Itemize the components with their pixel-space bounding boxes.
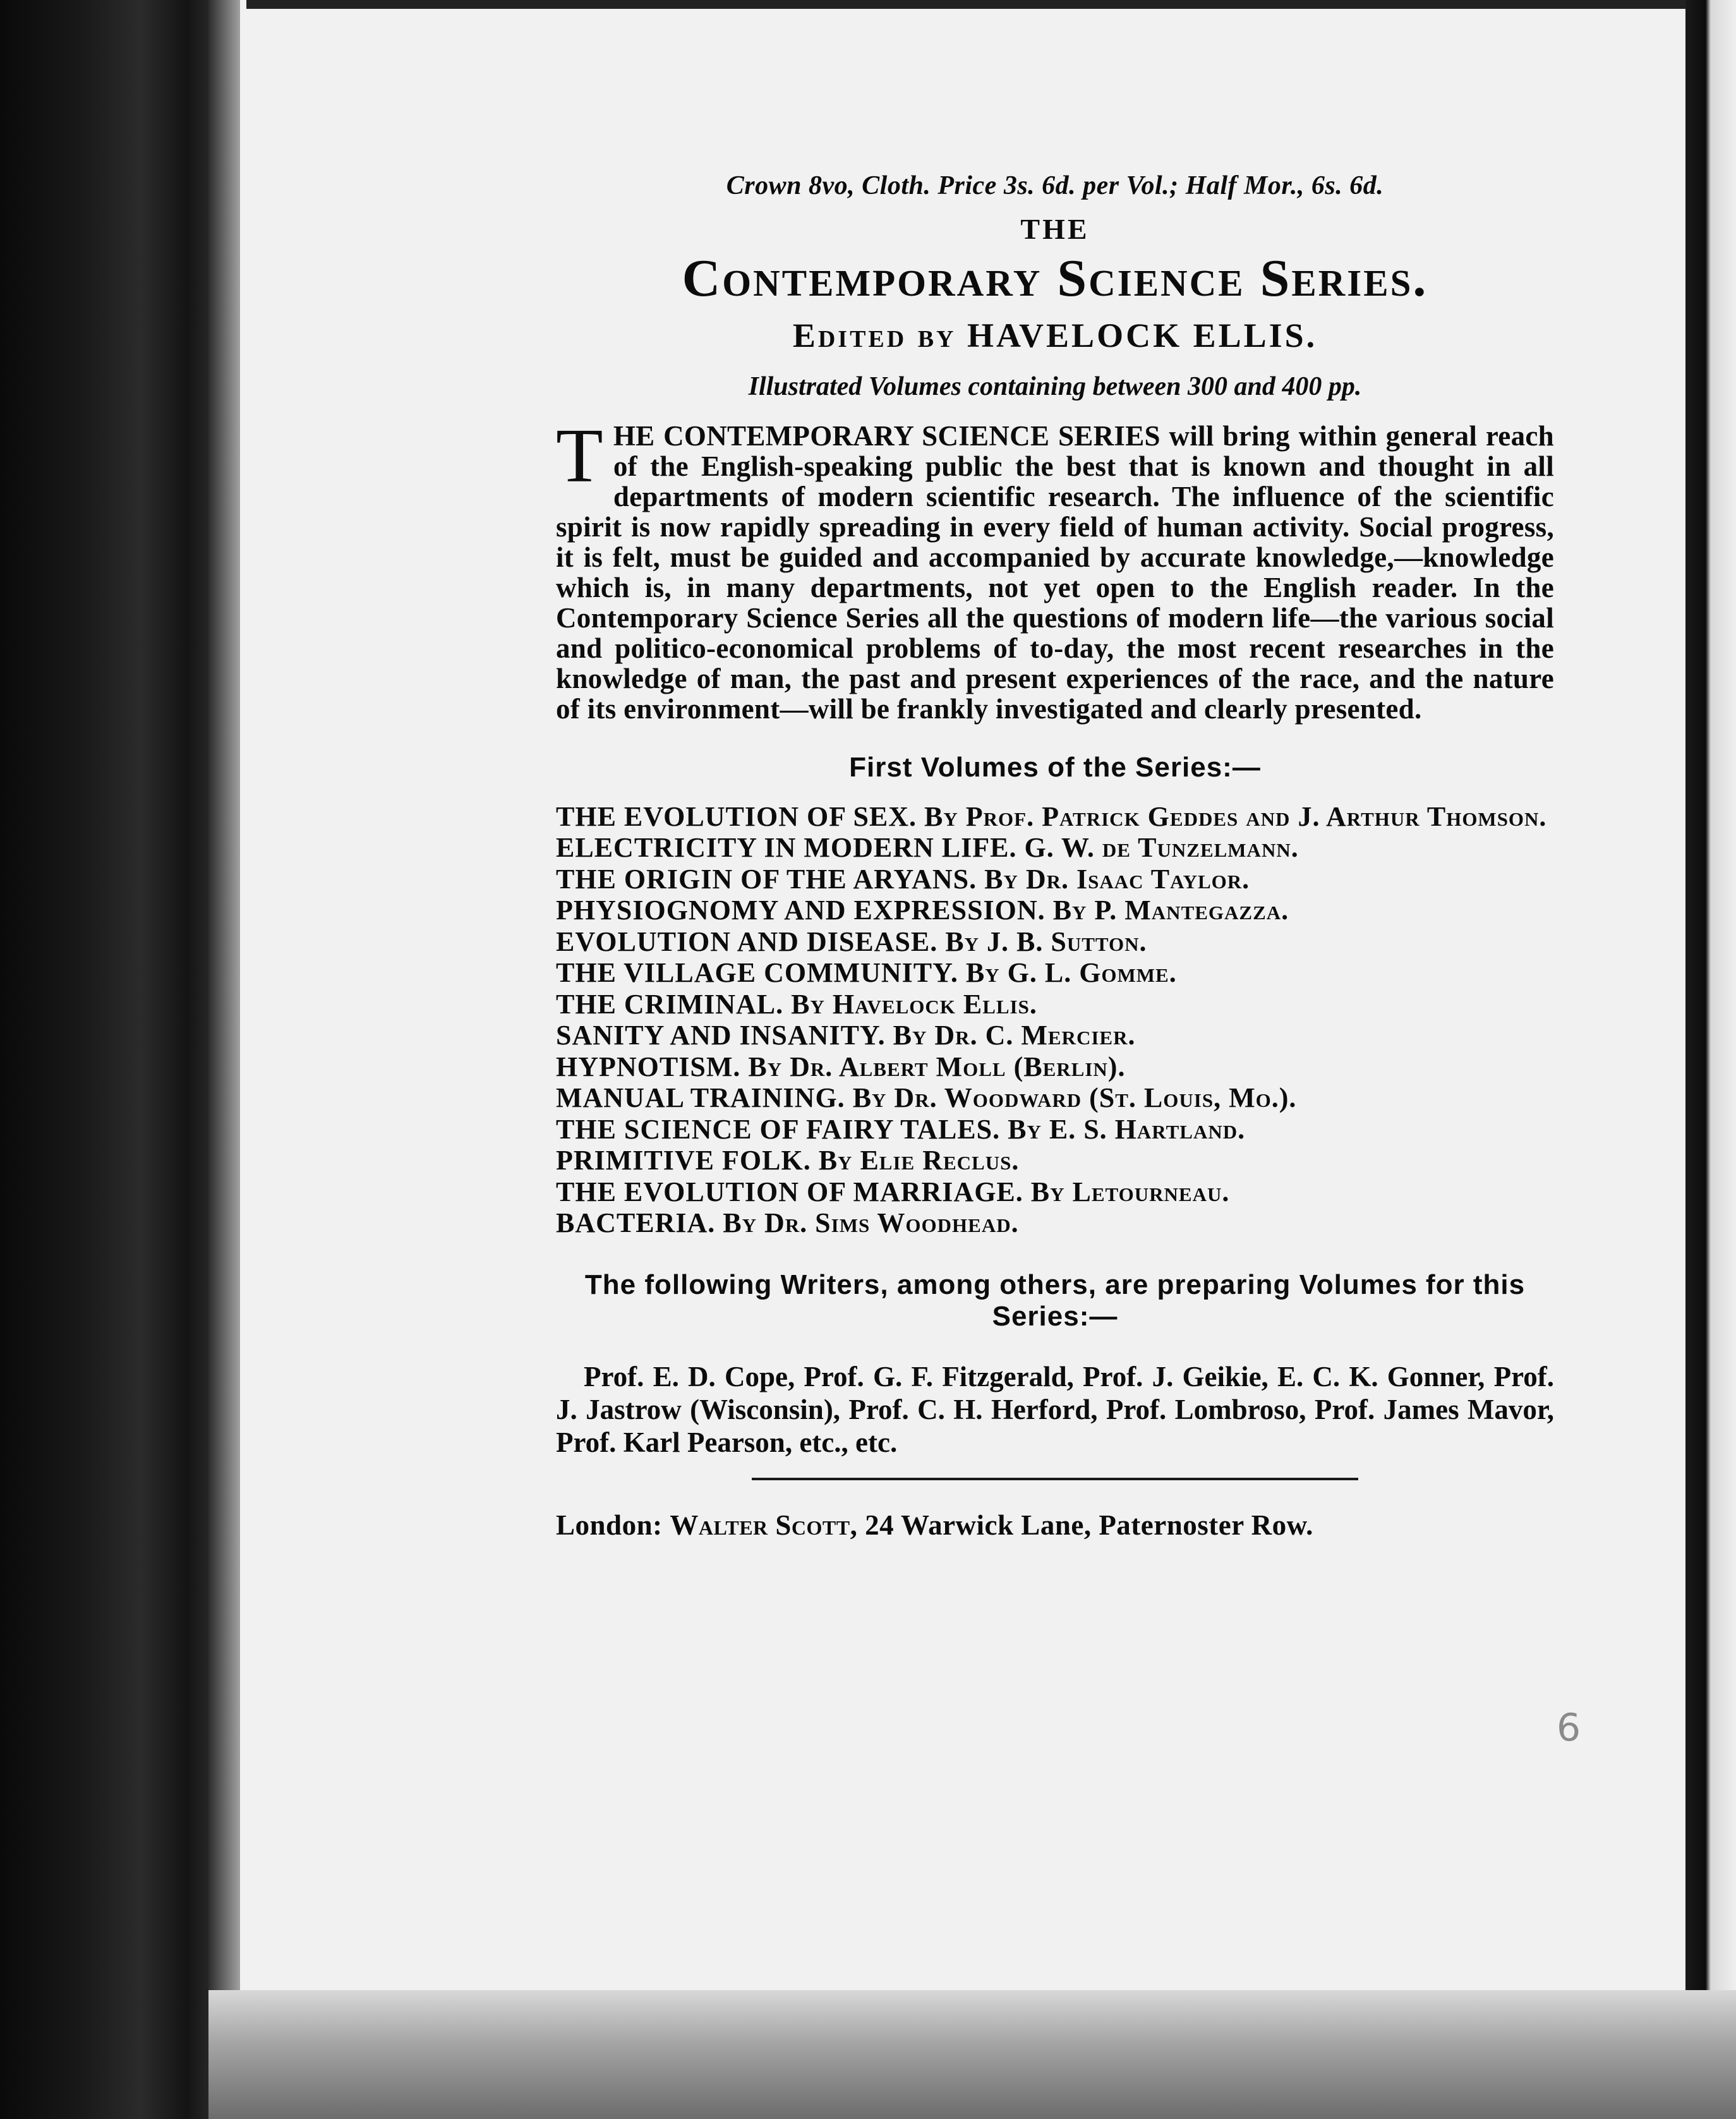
series-title: Contemporary Science Series. (682, 249, 1428, 308)
volume-title: SANITY AND INSANITY. (556, 1020, 886, 1051)
volume-author: By Dr. C. Mercier. (893, 1020, 1136, 1051)
intro-paragraph (556, 413, 1554, 725)
volume-author: By G. L. Gomme. (965, 957, 1177, 989)
volume-author: By Letourneau. (1030, 1176, 1230, 1207)
volume-description: Illustrated Volumes containing between 300 and 400 pp. (748, 371, 1362, 401)
volume-title: THE EVOLUTION OF MARRIAGE. (556, 1176, 1023, 1207)
volume-title: THE VILLAGE COMMUNITY. (556, 957, 958, 989)
page-top-edge (246, 0, 1687, 9)
volume-author: By Dr. Isaac Taylor. (984, 863, 1250, 895)
volume-title: HYPNOTISM. (556, 1051, 741, 1082)
page-bottom-edge (208, 1990, 1736, 2119)
volume-title: MANUAL TRAINING. (556, 1082, 845, 1114)
list-item (556, 1176, 1554, 1208)
list-item (556, 1114, 1554, 1145)
intro-text: HE CONTEMPORARY SCIENCE SERIES will bring within general reach of the English-speaking public the best that is known and thought in all departments of modern scientific research. The influence of the scientific spirit is now rapidly spreading in every field of human activity. Social progress, it is felt, must be guided and accompanied by accurate knowledge,—knowledge which is, in many departments, not yet open to the English reader. In the Contemporary Science Series all the questions of modern life—the various social and politico-economical problems of to-day, the most recent researches in the knowledge of man, the past and present experiences of the race, and the nature of its environment—will be frankly investigated and clearly presented. (556, 420, 1554, 725)
list-item (556, 1020, 1554, 1051)
volume-author: By J. B. Sutton. (945, 926, 1147, 957)
volume-author: By Prof. Patrick Geddes and J. Arthur Thomson. (924, 800, 1547, 832)
list-item (556, 1145, 1554, 1176)
volume-author: By P. Mantegazza. (1052, 895, 1289, 926)
imprint-publisher: Walter Scott, (670, 1509, 858, 1541)
volume-list (556, 801, 1554, 1239)
list-item (556, 957, 1554, 989)
volume-title: THE SCIENCE OF FAIRY TALES. (556, 1113, 1001, 1145)
page-right-edge (1685, 0, 1736, 2119)
imprint-address: 24 Warwick Lane, Paternoster Row. (865, 1509, 1313, 1541)
volume-author: By Dr. Albert Moll (Berlin). (748, 1051, 1126, 1082)
volume-title: THE CRIMINAL. (556, 988, 784, 1020)
volume-title: PRIMITIVE FOLK. (556, 1145, 811, 1176)
list-item (556, 801, 1554, 833)
volume-title: PHYSIOGNOMY AND EXPRESSION. (556, 895, 1046, 926)
list-item (556, 832, 1554, 864)
drop-cap: T (556, 413, 603, 498)
list-item (556, 895, 1554, 926)
price-line: Crown 8vo, Cloth. Price 3s. 6d. per Vol.; Half Mor., 6s. 6d. (726, 171, 1384, 200)
volume-title: EVOLUTION AND DISEASE. (556, 926, 938, 957)
editor-line: Edited by HAVELOCK ELLIS. (792, 316, 1318, 354)
pencil-mark: 6 (1557, 1706, 1581, 1750)
volume-title: THE EVOLUTION OF SEX. (556, 800, 917, 832)
volume-author: By Dr. Woodward (St. Louis, Mo.). (852, 1082, 1297, 1114)
list-item (556, 1051, 1554, 1083)
title-article: THE (1020, 213, 1090, 245)
volume-author: By Havelock Ellis. (791, 988, 1037, 1020)
volume-title: THE ORIGIN OF THE ARYANS. (556, 863, 977, 895)
list-item (556, 989, 1554, 1020)
advertisement-page (556, 171, 1554, 1570)
list-item (556, 864, 1554, 895)
volume-title: ELECTRICITY IN MODERN LIFE. (556, 832, 1017, 864)
divider (752, 1478, 1358, 1480)
list-item (556, 926, 1554, 958)
volume-title: BACTERIA. (556, 1207, 716, 1239)
volume-author: By Dr. Sims Woodhead. (723, 1207, 1019, 1239)
imprint-city: London: (556, 1509, 663, 1541)
list-item (556, 1207, 1554, 1239)
first-volumes-heading: First Volumes of the Series:— (849, 751, 1261, 783)
book-spine-shadow (0, 0, 234, 2119)
writers-paragraph: Prof. E. D. Cope, Prof. G. F. Fitzgerald, Prof. J. Geikie, E. C. K. Gonner, Prof. J. Jastrow (Wisconsin), Prof. C. H. Herford, Prof. Lombroso, Prof. James Mavor, Prof. Karl Pearson, etc., etc. (556, 1360, 1554, 1458)
volume-author: G. W. de Tunzelmann. (1024, 832, 1299, 864)
imprint (556, 1509, 1554, 1542)
following-writers-heading: The following Writers, among others, are preparing Volumes for this Series:— (584, 1269, 1526, 1332)
volume-author: By Elie Reclus. (818, 1145, 1020, 1176)
volume-author: By E. S. Hartland. (1008, 1113, 1246, 1145)
list-item (556, 1082, 1554, 1114)
